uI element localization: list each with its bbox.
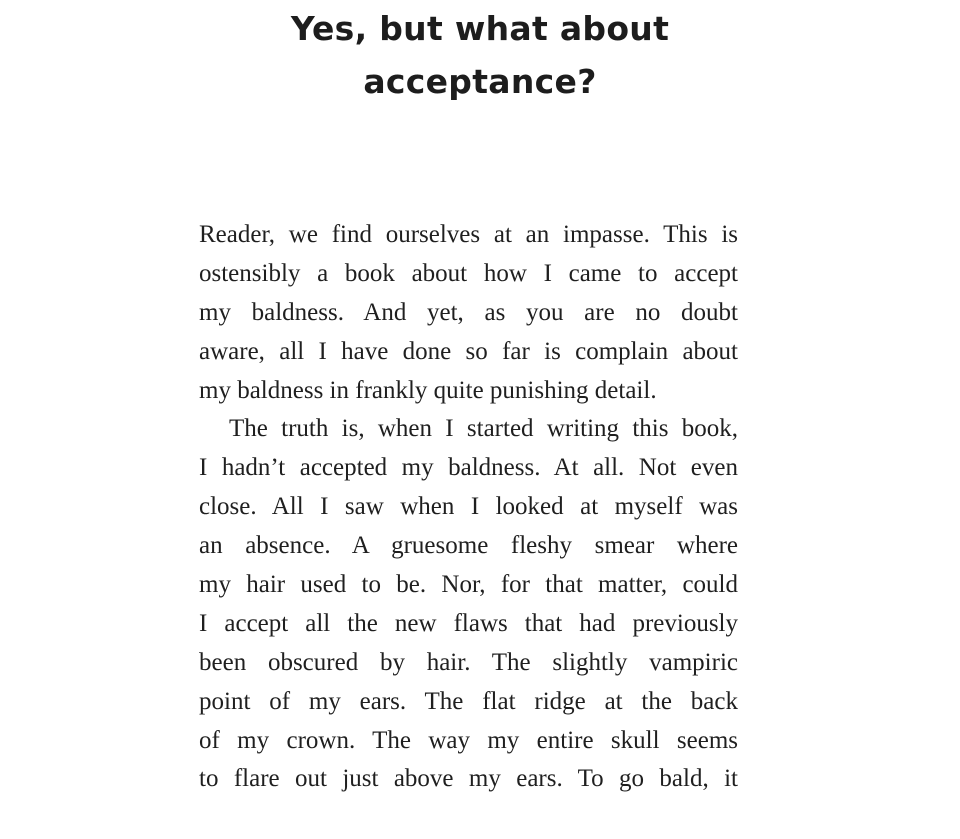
text-line: of my crown. The way my entire skull seems	[199, 726, 738, 754]
text-line: an absence. A gruesome fleshy smear where	[199, 532, 738, 560]
text-line: close. All I saw when I looked at myself was	[199, 493, 738, 521]
text-line: Reader, we find ourselves at an impasse. This is	[199, 221, 738, 248]
text-line: I hadn’t accepted my baldness. At all. Not even	[199, 454, 738, 482]
chapter-title	[230, 2, 730, 108]
text-line: been obscured by hair. The slightly vampiric	[199, 648, 738, 676]
text-line: The truth is, when I started writing this book,	[229, 415, 738, 443]
text-line: to flare out just above my ears. To go bald, it	[199, 765, 738, 793]
body-text	[199, 216, 738, 799]
text-line: aware, all I have done so far is complain about	[199, 337, 738, 365]
chapter-title-line-1: Yes, but what about	[290, 9, 670, 48]
text-line: my hair used to be. Nor, for that matter, could	[199, 571, 738, 599]
text-line: point of my ears. The flat ridge at the back	[199, 687, 738, 715]
text-line: I accept all the new flaws that had previously	[199, 609, 738, 637]
chapter-title-line-2: acceptance?	[363, 62, 597, 101]
text-line: ostensibly a book about how I came to accept	[199, 259, 738, 287]
text-line: my baldness in frankly quite punishing detail.	[199, 376, 657, 404]
text-line: my baldness. And yet, as you are no doubt	[199, 298, 738, 326]
